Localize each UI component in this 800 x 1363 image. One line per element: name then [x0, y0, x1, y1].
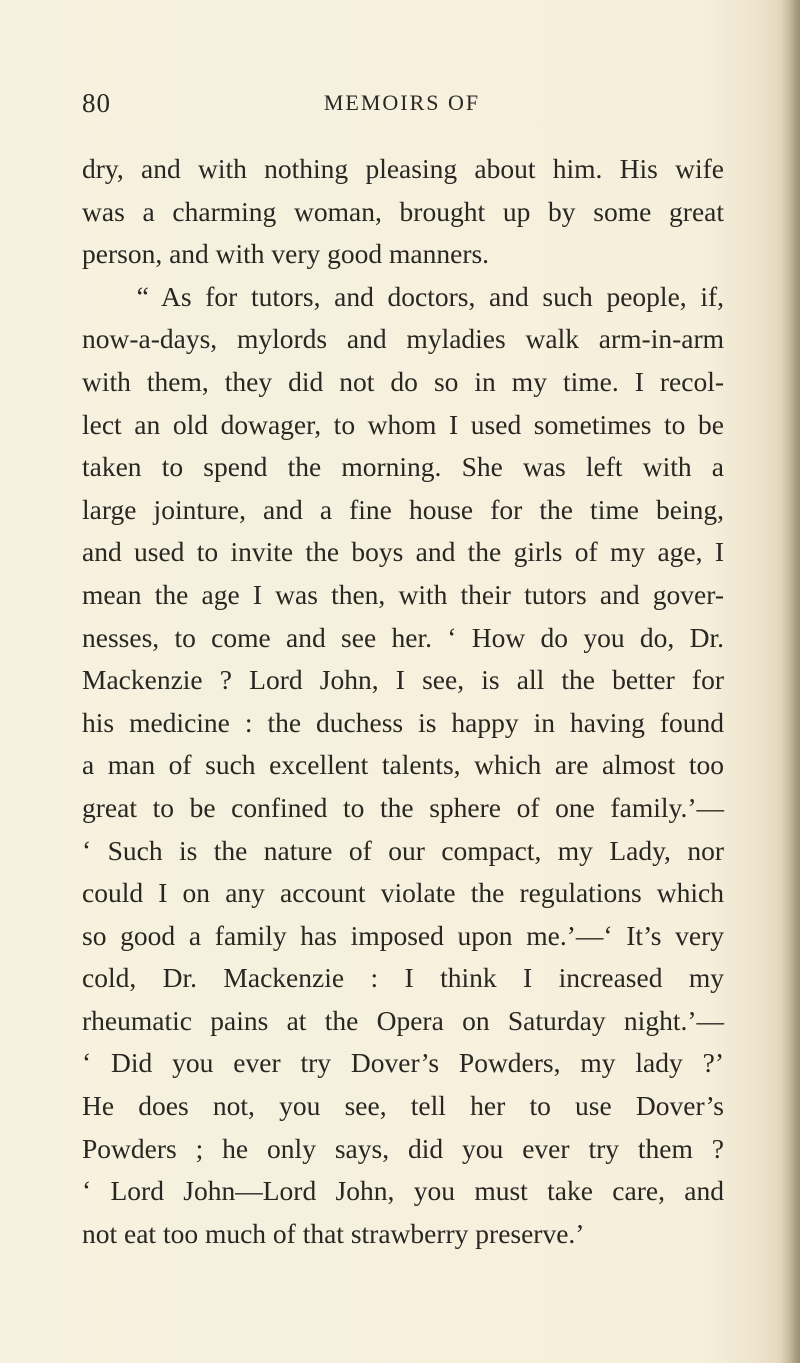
- text-line: could I on any account violate the regulations which: [82, 877, 724, 909]
- text-line: lect an old dowager, to whom I used sometimes to be: [82, 408, 724, 440]
- text-line: rheumatic pains at the Opera on Saturday night.’—: [82, 1004, 724, 1036]
- text-line: ‘ Such is the nature of our compact, my Lady, nor: [82, 834, 724, 866]
- text-line: taken to spend the morning. She was left with a: [82, 451, 724, 483]
- page-header: [82, 88, 722, 128]
- text-line: Mackenzie ? Lord John, I see, is all the better for: [82, 664, 724, 696]
- text-line: not eat too much of that strawberry preserve.’: [82, 1217, 585, 1249]
- text-line: a man of such excellent talents, which are almost too: [82, 749, 724, 781]
- text-line: so good a family has imposed upon me.’—‘ It’s very: [82, 919, 724, 951]
- text-line: Powders ; he only says, did you ever try them ?: [82, 1132, 724, 1164]
- text-line: and used to invite the boys and the girls of my age, I: [82, 536, 724, 568]
- text-line: mean the age I was then, with their tutors and gover-: [82, 578, 724, 610]
- body-text: [82, 148, 724, 1255]
- page-number: 80: [82, 88, 111, 118]
- text-line: with them, they did not do so in my time. I recol-: [82, 365, 724, 397]
- page-edge-shadow: [782, 0, 800, 1363]
- text-line: his medicine : the duchess is happy in having found: [82, 706, 724, 738]
- text-line: ‘ Did you ever try Dover’s Powders, my lady ?’: [82, 1047, 724, 1079]
- text-line: “ As for tutors, and doctors, and such people, if,: [82, 280, 724, 312]
- running-head: MEMOIRS OF: [323, 90, 481, 115]
- text-line: dry, and with nothing pleasing about him. His wife: [82, 153, 724, 184]
- text-line: He does not, you see, tell her to use Dover’s: [82, 1090, 724, 1122]
- text-line: ‘ Lord John—Lord John, you must take care, and: [82, 1175, 724, 1207]
- text-line: was a charming woman, brought up by some great: [82, 195, 724, 227]
- text-line: now-a-days, mylords and myladies walk arm-in-arm: [82, 323, 724, 355]
- text-line: nesses, to come and see her. ‘ How do you do, Dr.: [82, 621, 724, 653]
- text-line: cold, Dr. Mackenzie : I think I increased my: [82, 962, 724, 994]
- text-line: person, and with very good manners.: [82, 238, 490, 270]
- text-line: great to be confined to the sphere of one family.’—: [82, 791, 724, 823]
- text-line: large jointure, and a fine house for the time being,: [82, 493, 724, 525]
